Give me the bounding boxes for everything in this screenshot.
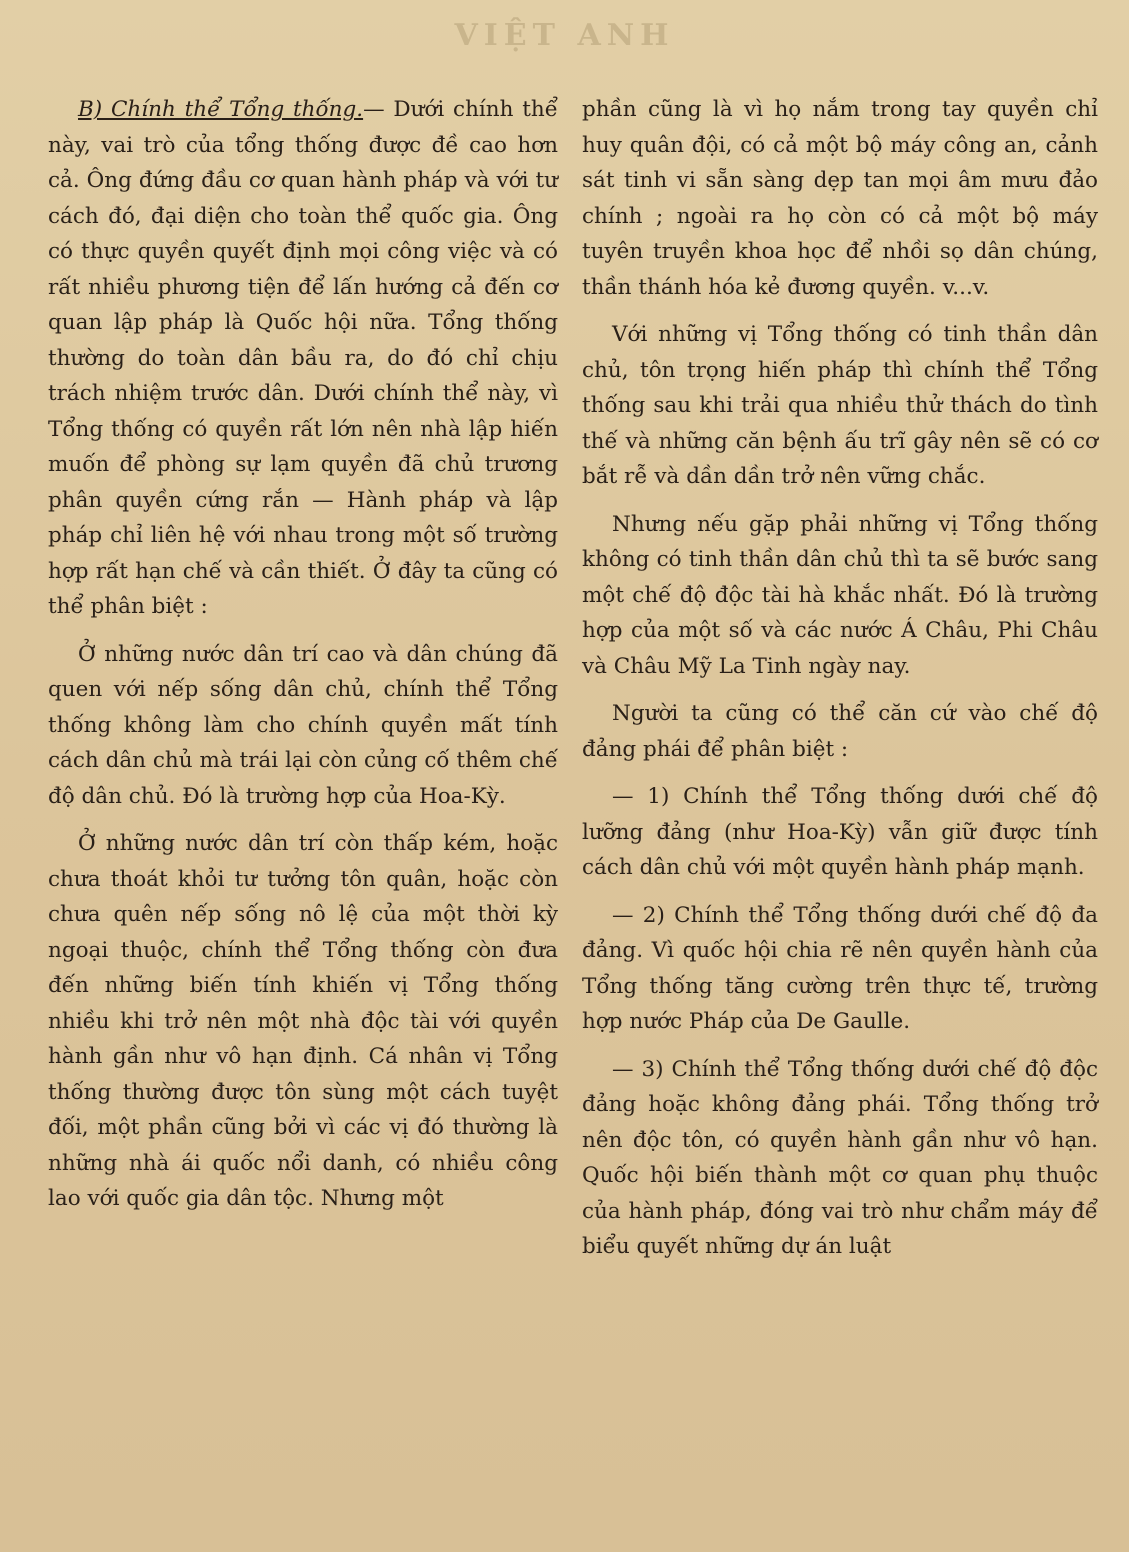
paragraph: Nhưng nếu gặp phải những vị Tổng thống không có tinh thần dân chủ thì ta sẽ bước sang một chế độ độc tài hà khắc nhất. Đó là trường hợp của một số và các nước Á Châu, Phi Châu và Châu Mỹ La Tinh ngày nay. xyxy=(582,511,1098,679)
running-head: VIỆT ANH xyxy=(454,18,675,53)
paragraph: Ở những nước dân trí còn thấp kém, hoặc chưa thoát khỏi tư tưởng tôn quân, hoặc còn chưa quên nếp sống nô lệ của một thời kỳ ngoại thuộc, chính thể Tổng thống còn đưa đến những biến tính khiến vị Tổng thống nhiều khi trở nên một nhà độc tài với quyền hành gần như vô hạn định. Cá nhân vị Tổng thống thường được tôn sùng một cách tuyệt đối, một phần cũng bởi vì các vị đó thường là những nhà ái quốc nổi danh, có nhiều công lao với quốc gia dân tộc. Nhưng một xyxy=(48,831,558,1211)
right-column xyxy=(582,92,1098,1277)
left-column xyxy=(48,92,558,1229)
list-item: — 2) Chính thể Tổng thống dưới chế độ đa đảng. Vì quốc hội chia rẽ nên quyền hành của Tổng thống tăng cường trên thực tế, trường hợp nước Pháp của De Gaulle. xyxy=(582,902,1098,1034)
paragraph: Với những vị Tổng thống có tinh thần dân chủ, tôn trọng hiến pháp thì chính thể Tổng thống sau khi trải qua nhiều thử thách do tình thế và những căn bệnh ấu trĩ gây nên sẽ có cơ bắt rễ và dần dần trở nên vững chắc. xyxy=(582,322,1098,489)
list-item: — 1) Chính thể Tổng thống dưới chế độ lưỡng đảng (như Hoa-Kỳ) vẫn giữ được tính cách dân chủ với một quyền hành pháp mạnh. xyxy=(582,784,1098,880)
paragraph: Người ta cũng có thể căn cứ vào chế độ đảng phái để phân biệt : xyxy=(582,701,1098,762)
paragraph xyxy=(48,92,558,625)
paragraph: phần cũng là vì họ nắm trong tay quyền chỉ huy quân đội, có cả một bộ máy công an, cảnh sát tinh vi sẵn sàng dẹp tan mọi âm mưu đảo chính ; ngoài ra họ còn có cả một bộ máy tuyên truyền khoa học để nhồi sọ dân chúng, thần thánh hóa kẻ đương quyền. v...v. xyxy=(582,97,1098,300)
paragraph-text: — Dưới chính thể này, vai trò của tổng thống được đề cao hơn cả. Ông đứng đầu cơ quan hành pháp và với tư cách đó, đại diện cho toàn thể quốc gia. Ông có thực quyền quyết định mọi công việc và có rất nhiều phương tiện để lấn hướng cả đến cơ quan lập pháp là Quốc hội nữa. Tổng thống thường do toàn dân bầu ra, do đó chỉ chịu trách nhiệm trước dân. Dưới chính thể này, vì Tổng thống có quyền rất lớn nên nhà lập hiến muốn để phòng sự lạm quyền đã chủ trương phân quyền cứng rắn — Hành pháp và lập pháp chỉ liên hệ với nhau trong một số trường hợp rất hạn chế và cần thiết. Ở đây ta cũng có thể phân biệt : xyxy=(48,97,558,619)
list-item: — 3) Chính thể Tổng thống dưới chế độ độc đảng hoặc không đảng phái. Tổng thống trở nên độc tôn, có quyền hành gần như vô hạn. Quốc hội biến thành một cơ quan phụ thuộc của hành pháp, đóng vai trò như chẩm máy để biểu quyết những dự án luật xyxy=(582,1056,1098,1259)
paragraph: Ở những nước dân trí cao và dân chúng đã quen với nếp sống dân chủ, chính thể Tổng thống không làm cho chính quyền mất tính cách dân chủ mà trái lại còn củng cố thêm chế độ dân chủ. Đó là trường hợp của Hoa-Kỳ. xyxy=(48,641,558,809)
section-heading: B) Chính thể Tổng thống. xyxy=(78,97,364,122)
